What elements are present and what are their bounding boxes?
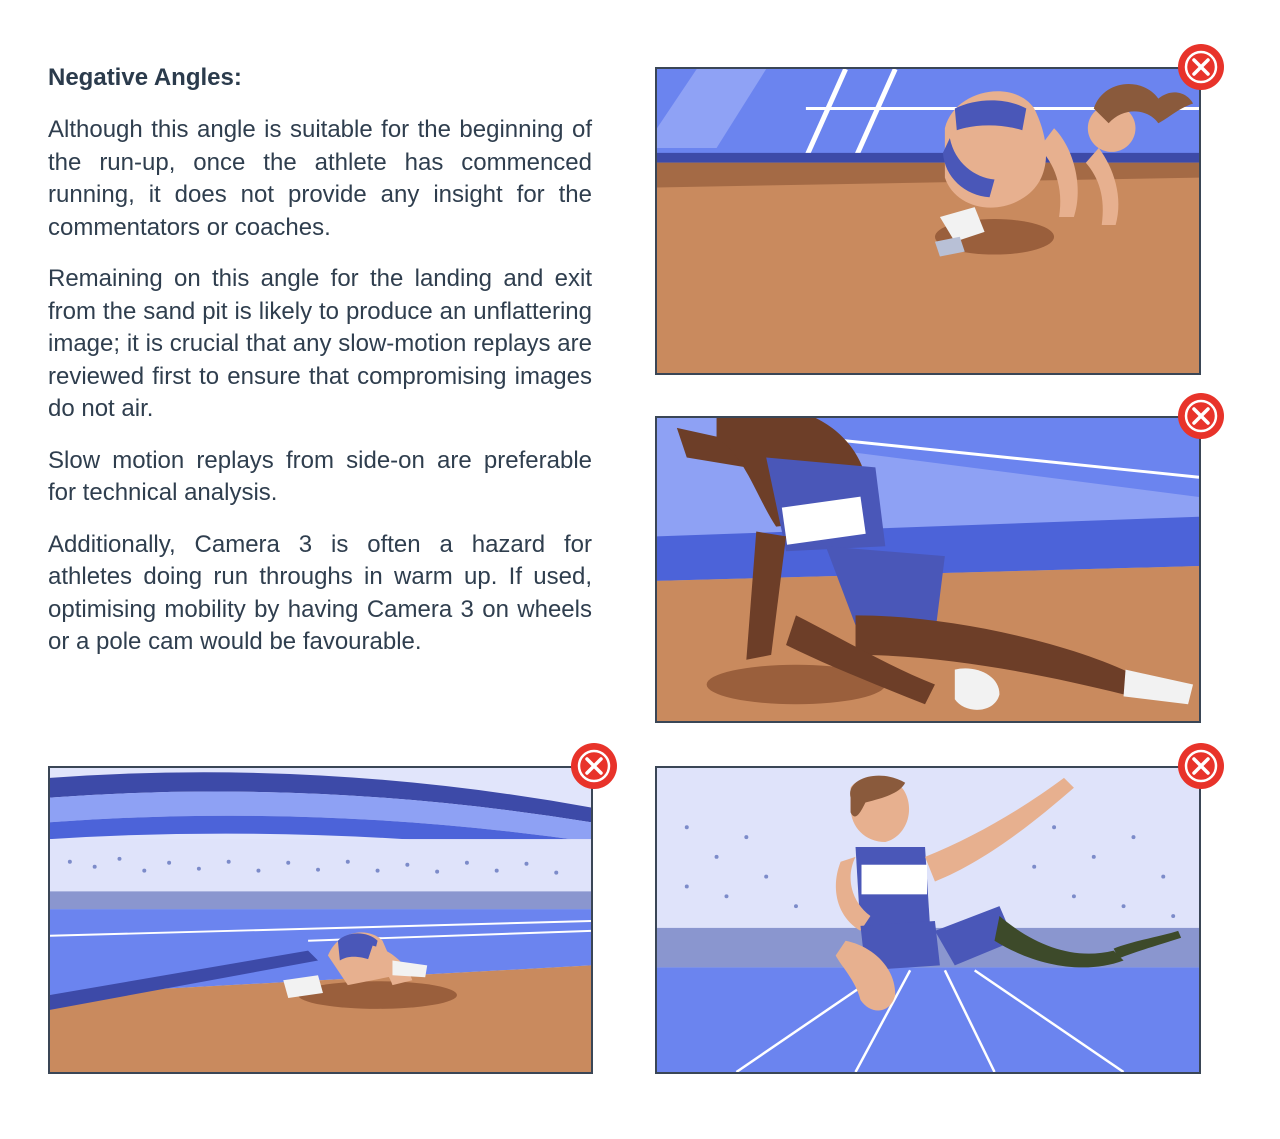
x-circle-icon	[1177, 43, 1225, 91]
x-circle-icon	[570, 742, 618, 790]
text-column	[48, 64, 592, 678]
x-circle-glyph	[1177, 742, 1225, 790]
illustration-crouched-landing	[655, 67, 1201, 375]
x-circle-glyph	[1177, 392, 1225, 440]
crouched-landing-art	[657, 69, 1199, 373]
head-on-jump-art	[657, 768, 1199, 1072]
x-circle-glyph	[1177, 43, 1225, 91]
paragraph-3: Slow motion replays from side-on are preferable for technical analysis.	[48, 446, 592, 506]
paragraph-2: Remaining on this angle for the landing and exit from the sand pit is likely to produce an unflattering image; it is crucial that any slow-motion replays are reviewed first to ensure that compromising images do not air.	[48, 265, 592, 422]
x-circle-icon	[1177, 742, 1225, 790]
sliding-landing-art	[657, 418, 1199, 721]
section-heading: Negative Angles:	[48, 64, 242, 91]
illustration-sliding-landing	[655, 416, 1201, 723]
x-circle-icon	[1177, 392, 1225, 440]
stadium-wide-art	[50, 768, 591, 1072]
illustration-head-on-jump	[655, 766, 1201, 1074]
illustration-stadium-wide	[48, 766, 593, 1074]
x-circle-glyph	[570, 742, 618, 790]
paragraph-4: Additionally, Camera 3 is often a hazard for athletes doing run throughs in warm up. If used, optimising mobility by having Camera 3 on wheels or a pole cam would be favourable.	[48, 530, 592, 655]
paragraph-1: Although this angle is suitable for the beginning of the run-up, once the athlete has commenced running, it does not provide any insight for the commentators or coaches.	[48, 116, 592, 241]
